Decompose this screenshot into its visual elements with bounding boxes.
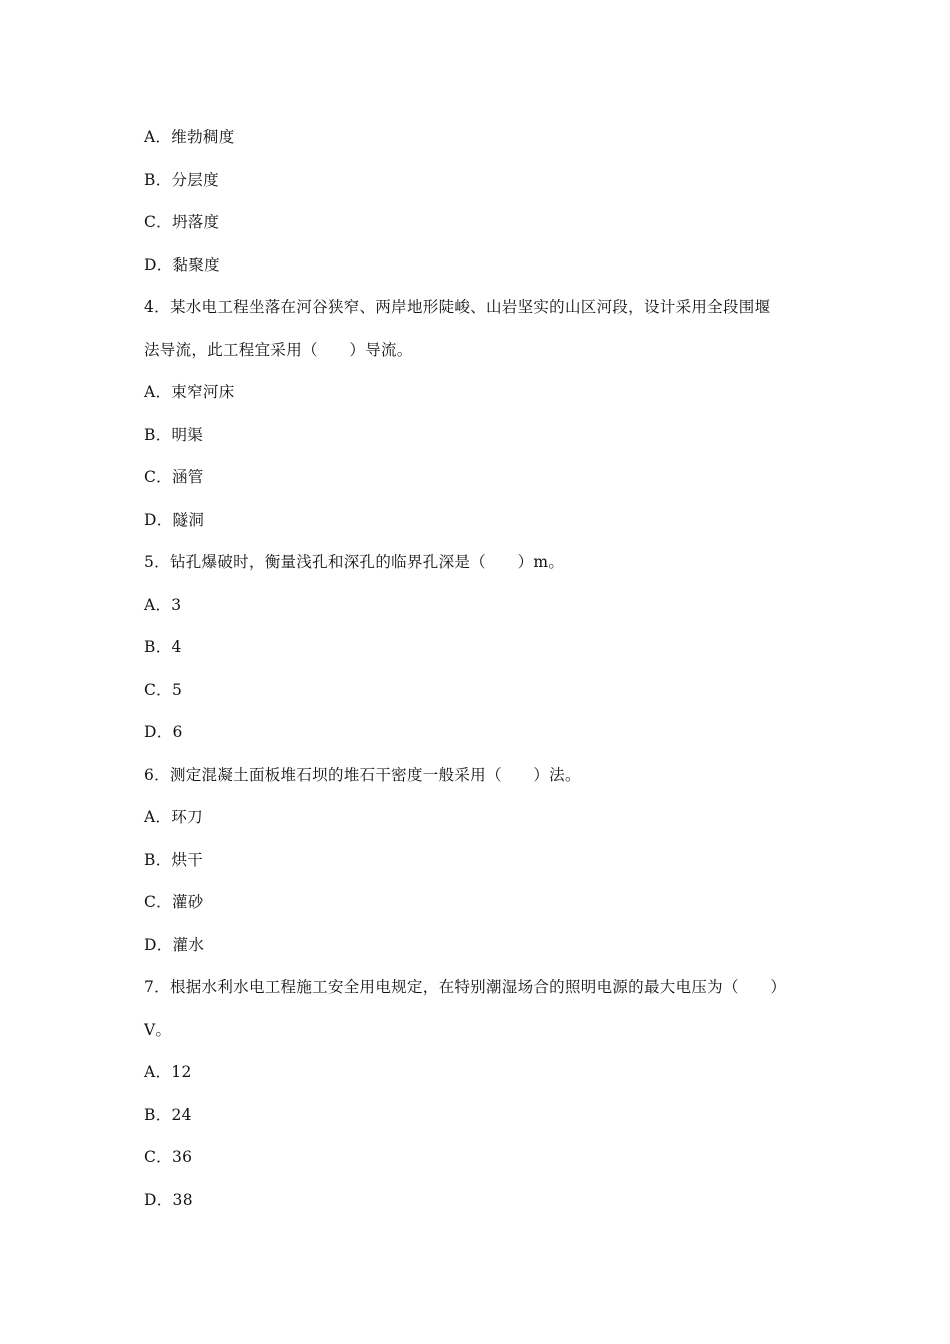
q4-option-c: C．涵管	[144, 468, 204, 486]
q4-option-a: A．束窄河床	[144, 383, 235, 401]
q6-option-d: D．灌水	[144, 936, 205, 954]
q5-option-c: C．5	[144, 681, 183, 699]
q6-stem: 6．测定混凝土面板堆石坝的堆石干密度一般采用（ ）法。	[144, 766, 581, 784]
q7-stem-line2: V。	[144, 1021, 172, 1039]
q3-option-d: D．黏聚度	[144, 256, 220, 274]
q4-option-d: D．隧洞	[144, 511, 205, 529]
q3-option-b: B．分层度	[144, 171, 219, 189]
q7-stem-line1: 7．根据水利水电工程施工安全用电规定，在特别潮湿场合的照明电源的最大电压为（ ）	[144, 978, 787, 996]
q4-stem-line1: 4．某水电工程坐落在河谷狭窄、两岸地形陡峻、山岩坚实的山区河段，设计采用全段围堰	[144, 298, 771, 316]
q7-option-c: C．36	[144, 1148, 193, 1166]
q7-option-d: D．38	[144, 1191, 193, 1209]
q7-option-a: A．12	[144, 1063, 192, 1081]
q6-option-b: B．烘干	[144, 851, 204, 869]
q5-stem: 5．钻孔爆破时，衡量浅孔和深孔的临界孔深是（ ）m。	[144, 553, 565, 571]
q3-option-a: A．维勃稠度	[144, 128, 235, 146]
q6-option-c: C．灌砂	[144, 893, 204, 911]
q5-option-d: D．6	[144, 723, 183, 741]
q5-option-a: A．3	[144, 596, 182, 614]
q4-option-b: B．明渠	[144, 426, 204, 444]
q4-stem-line2: 法导流，此工程宜采用（ ）导流。	[144, 341, 413, 359]
q6-option-a: A．环刀	[144, 808, 203, 826]
q3-option-c: C．坍落度	[144, 213, 220, 231]
q5-option-b: B．4	[144, 638, 182, 656]
q7-option-b: B．24	[144, 1106, 192, 1124]
